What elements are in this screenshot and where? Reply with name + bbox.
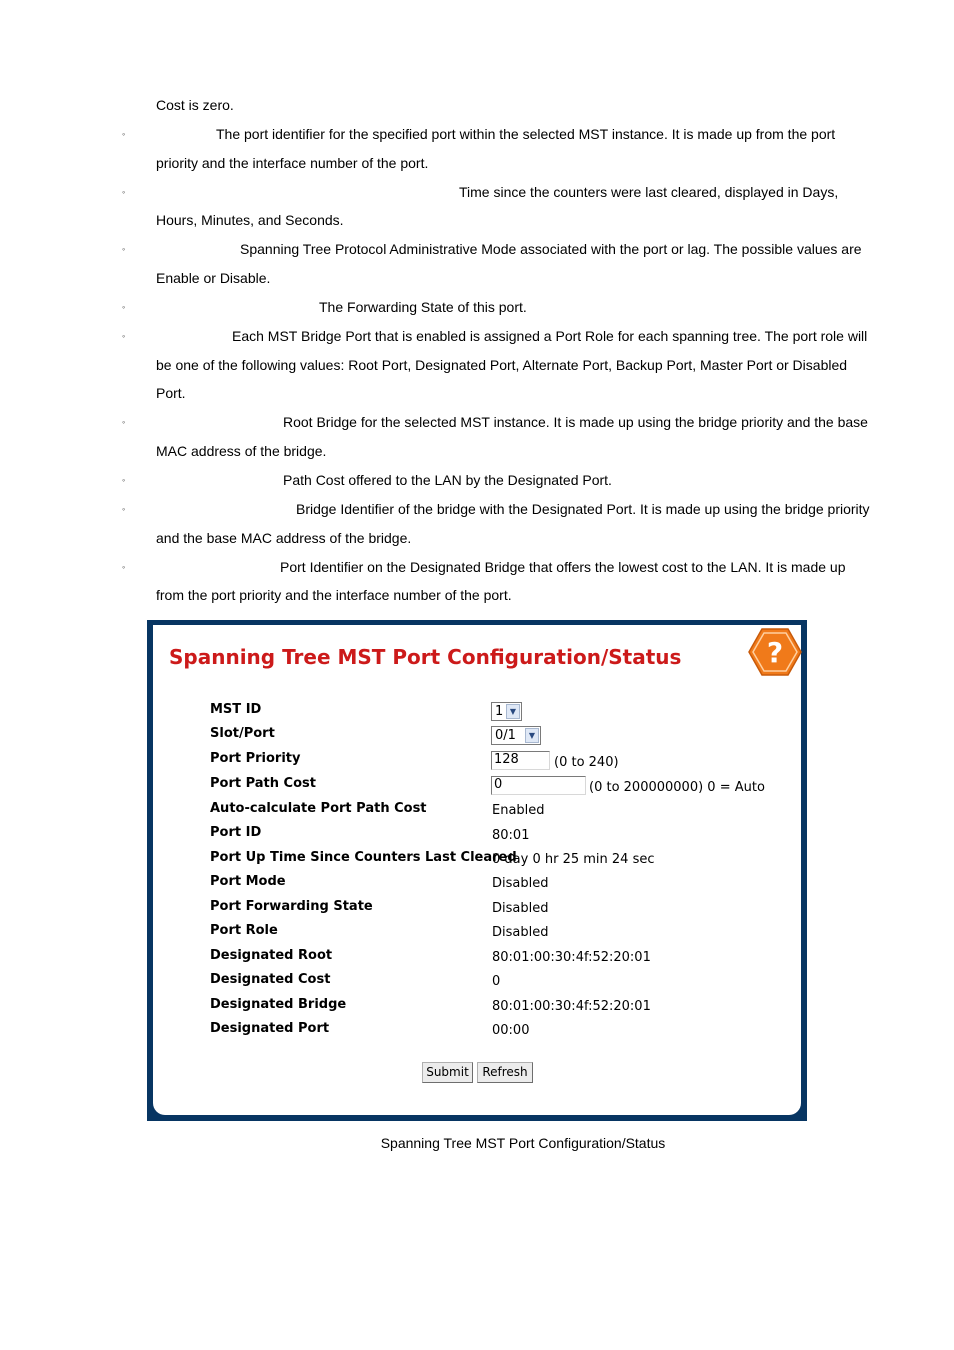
- figure-caption: Spanning Tree MST Port Configuration/Status: [380, 1135, 666, 1151]
- bullet-icon: ◦: [122, 504, 126, 514]
- port-mode-label: Port Mode: [210, 874, 286, 889]
- bullet-icon: ◦: [122, 331, 126, 341]
- doc-line: Spanning Tree Protocol Administrative Mode associated with the port or lag. The possible values are: [240, 241, 862, 257]
- slot-port-value: 0/1: [495, 728, 516, 743]
- bullet-icon: ◦: [122, 244, 126, 254]
- designated-bridge-value: 80:01:00:30:4f:52:20:01: [492, 999, 651, 1014]
- port-path-cost-label: Port Path Cost: [210, 776, 316, 791]
- doc-line: Port Identifier on the Designated Bridge that offers the lowest cost to the LAN. It is made up: [280, 559, 846, 575]
- bullet-icon: ◦: [122, 302, 126, 312]
- bullet-icon: ◦: [122, 129, 126, 139]
- config-panel: [153, 625, 801, 1115]
- designated-port-value: 00:00: [492, 1023, 530, 1038]
- doc-line: Time since the counters were last cleared, displayed in Days,: [459, 184, 839, 200]
- mst-id-label: MST ID: [210, 702, 262, 717]
- doc-line: Cost is zero.: [156, 97, 234, 113]
- mst-id-select[interactable]: [491, 702, 522, 721]
- bullet-icon: ◦: [122, 417, 126, 427]
- doc-line: Bridge Identifier of the bridge with the Designated Port. It is made up using the bridge priority: [296, 501, 870, 517]
- bullet-icon: ◦: [122, 562, 126, 572]
- doc-line: be one of the following values: Root Port, Designated Port, Alternate Port, Backup Port, Master Port or Disabled: [156, 357, 848, 373]
- doc-line: The port identifier for the specified port within the selected MST instance. It is made up from the port: [216, 126, 836, 142]
- chevron-down-icon: ▼: [506, 704, 520, 719]
- doc-line: MAC address of the bridge.: [156, 443, 327, 459]
- screenshot-frame: [147, 620, 807, 1121]
- port-id-label: Port ID: [210, 825, 262, 840]
- uptime-label: Port Up Time Since Counters Last Cleared: [210, 850, 517, 865]
- port-id-value: 80:01: [492, 828, 530, 843]
- port-path-cost-input[interactable]: 0: [491, 776, 586, 795]
- designated-port-label: Designated Port: [210, 1021, 330, 1036]
- help-icon-glyph: ?: [766, 636, 784, 669]
- port-priority-range: (0 to 240): [554, 755, 619, 770]
- refresh-button[interactable]: Refresh: [477, 1062, 533, 1083]
- port-path-cost-range: (0 to 200000000) 0 = Auto: [589, 780, 765, 795]
- chevron-down-icon: ▼: [525, 728, 539, 743]
- slot-port-label: Slot/Port: [210, 726, 275, 741]
- doc-line: priority and the interface number of the port.: [156, 155, 429, 171]
- forwarding-state-label: Port Forwarding State: [210, 899, 373, 914]
- auto-cost-label: Auto-calculate Port Path Cost: [210, 801, 427, 816]
- forwarding-state-value: Disabled: [492, 901, 549, 916]
- submit-button[interactable]: Submit: [422, 1062, 473, 1083]
- designated-cost-label: Designated Cost: [210, 972, 331, 987]
- doc-line: Port.: [156, 385, 186, 401]
- doc-line: from the port priority and the interface number of the port.: [156, 587, 512, 603]
- uptime-value: 0 day 0 hr 25 min 24 sec: [492, 852, 655, 867]
- bullet-icon: ◦: [122, 475, 126, 485]
- doc-line: and the base MAC address of the bridge.: [156, 530, 412, 546]
- port-mode-value: Disabled: [492, 876, 549, 891]
- doc-line: Each MST Bridge Port that is enabled is assigned a Port Role for each spanning tree. The port role will: [232, 328, 868, 344]
- slot-port-select[interactable]: [491, 726, 541, 745]
- doc-line: Path Cost offered to the LAN by the Designated Port.: [283, 472, 612, 488]
- auto-cost-value: Enabled: [492, 803, 545, 818]
- bullet-icon: ◦: [122, 187, 126, 197]
- help-icon[interactable]: [748, 627, 802, 677]
- mst-id-value: 1: [495, 704, 504, 719]
- doc-line: Enable or Disable.: [156, 270, 271, 286]
- designated-root-label: Designated Root: [210, 948, 333, 963]
- designated-cost-value: 0: [492, 974, 501, 989]
- page-title: Spanning Tree MST Port Configuration/Status: [169, 645, 682, 669]
- doc-line: Hours, Minutes, and Seconds.: [156, 212, 344, 228]
- port-role-label: Port Role: [210, 923, 278, 938]
- designated-bridge-label: Designated Bridge: [210, 997, 347, 1012]
- doc-line: The Forwarding State of this port.: [319, 299, 527, 315]
- port-role-value: Disabled: [492, 925, 549, 940]
- designated-root-value: 80:01:00:30:4f:52:20:01: [492, 950, 651, 965]
- doc-line: Root Bridge for the selected MST instance. It is made up using the bridge priority and the base: [283, 414, 868, 430]
- port-priority-label: Port Priority: [210, 751, 301, 766]
- port-priority-input[interactable]: 128: [491, 751, 550, 770]
